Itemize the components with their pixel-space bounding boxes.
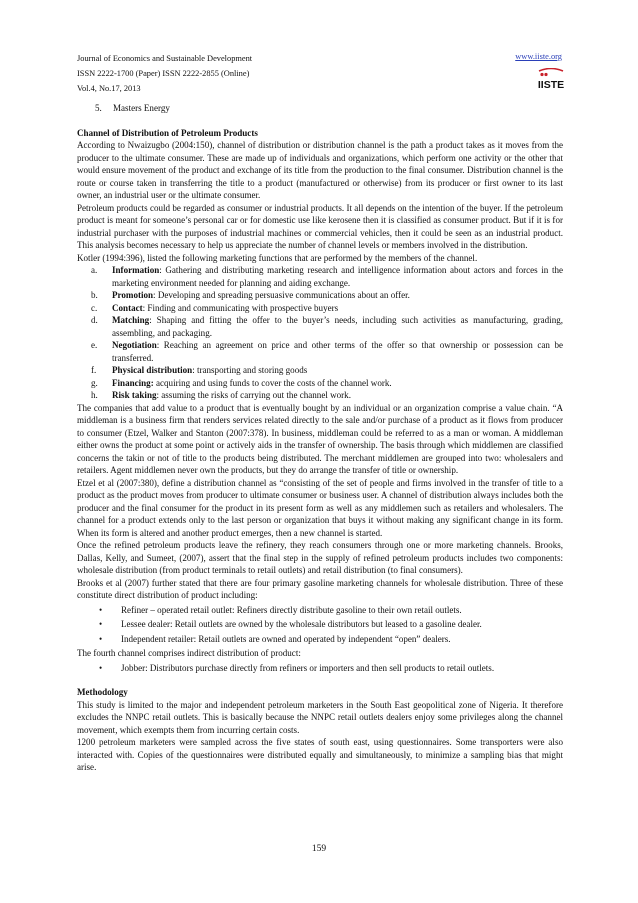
marketing-function-item [77,364,563,377]
section-heading-channel: Channel of Distribution of Petroleum Products [77,127,258,138]
page-number: 159 [311,844,327,854]
iiste-logo-icon [537,68,565,92]
function-term: Information [112,265,160,275]
function-description: : Reaching an agreement on price and other terms of the offer so that ownership or possession can be transferred. [112,340,563,363]
volume-line: Vol.4, No.17, 2013 [77,83,141,93]
logo-text: IISTE [537,79,565,91]
paragraph: The fourth channel comprises indirect distribution of product: [77,648,301,658]
paragraph: Etzel et al (2007:380), define a distribution channel as “consisting of the set of people and firms involved in the transfer of title to a product as the product moves from producer to ultimate consumer or business user. A channel of distribution always includes both the producer and the final consumer for the product in its present form as well as any middlemen such as retailers and wholesalers. The channel for a product extends only to the last person or organization that buys it without making any significant change in its form. When its form is altered and another product emerges, then a new channel is started. [77,477,563,538]
direct-channels-list [77,604,563,646]
article-body [77,102,563,774]
channel-bullet-item [77,633,563,646]
function-description: : transporting and storing goods [192,365,308,375]
marketing-functions-list [77,264,563,402]
marketing-function-item [77,314,563,339]
function-term: Promotion [112,290,154,300]
numbered-list-item [77,102,563,115]
paragraph: Brooks et al (2007) further stated that there are four primary gasoline marketing channels for wholesale distribution. Three of these constitute direct distribution of product including: [77,577,563,600]
bullet-text: Jobber: Distributors purchase directly from refiners or importers and then sell products to retail outlets. [121,662,495,673]
bullet-icon: • [99,662,103,673]
marketing-function-item [77,389,563,402]
paragraph: Kotler (1994:396), listed the following marketing functions that are performed by the members of the channel. [77,252,478,263]
function-term: Financing: [112,377,154,388]
section-heading-methodology: Methodology [77,687,128,697]
list-letter: b. [91,290,98,300]
paragraph: Petroleum products could be regarded as consumer or industrial products. It all depends on the intention of the buyer. If the petroleum product is meant for someone’s personal car or for domestic use like kerosene then it is classified as consumer product. But if it is for industrial purchaser with the purposes of industrial machines or commercial vehicles, then it could be seen as an industrial product. This analysis becomes necessary to help us appreciate the number of channel levels or members involved in the distribution. [77,202,563,250]
function-description: : assuming the risks of carrying out the channel work. [156,390,351,400]
paragraph: Once the refined petroleum products leave the refinery, they reach consumers through one or more marketing channels. Brooks, Dallas, Kelly, and Sumeet, (2007), assert that the final step in the supply of refined petroleum products includes two components: wholesale distribution (from product terminals to retail outlets) and retail distribution (to final consumers). [77,540,563,575]
list-letter: c. [91,302,98,313]
channel-bullet-item [77,618,563,631]
list-letter: a. [91,265,98,275]
list-text: Masters Energy [113,103,170,113]
function-term: Risk taking [112,390,157,400]
indirect-channels-list [77,662,563,675]
list-letter: d. [91,315,98,325]
paragraph: 1200 petroleum marketers were sampled across the five states of south east, using questionnaires. Some transporters were also interacted with. Copies of the questionnaires were distributed equally and simultaneously, to minimize a sampling bias that might arise. [77,737,563,772]
bullet-text: Independent retailer: Retail outlets are owned and operated by independent “open” dealers. [121,633,451,644]
paragraph: This study is limited to the major and independent petroleum marketers in the South East geopolitical zone of Nigeria. It therefore excludes the NNPC retail outlets. This is basically because the NNPC retail outlets dealers enjoy some privileges along the channel movement, which exempts them from incurring certain costs. [77,699,563,735]
bullet-icon: • [99,619,103,629]
function-term: Matching [112,315,150,325]
marketing-function-item [77,289,563,302]
marketing-function-item [77,264,563,289]
bullet-icon: • [99,604,103,615]
function-description: : Finding and communicating with prospective buyers [142,302,339,313]
paragraph: According to Nwaizugbo (2004:150), channel of distribution or distribution channel is the path a product takes as it moves from the producer to the ultimate consumer. These are made up of individuals and organizations, which perform one activity or the other that would ensure movement of the product and exchange of its title from the production to the final consumer. Distribution channel is the route or course taken in transferring the title to a product (manufactured or otherwise) from its producer or first owner to its last owner, an industrial user or the ultimate consumer. [77,140,563,200]
journal-url-link[interactable]: www.iiste.org [515,52,562,61]
paragraph: The companies that add value to a product that is eventually bought by an individual or an organization comprise a value chain. “A middleman is a business firm that renders services related directly to the sale and/or purchase of a product as it flows from producer to consumer (Etzel, Walker and Stanton (2007:378). In business, middleman could be referred to as a man or woman. A middleman either owns the product at some point or actively aids in the transfer of ownership. The basis through which middlemen are classified concerns the takin or not of title to the products being distributed. The merchant middlemen are grouped into two: wholesalers and retailers. Agent middlemen never own the products, but they do arrange the transfer of title or ownership. [77,402,563,475]
marketing-function-item [77,339,563,364]
list-letter: h. [91,390,98,400]
marketing-function-item [77,302,563,315]
function-description: : Developing and spreading persuasive communications about an offer. [153,290,410,300]
function-term: Contact [112,302,143,313]
function-term: Physical distribution [112,365,193,375]
list-letter: f. [91,365,97,375]
bullet-text: Refiner – operated retail outlet: Refiners directly distribute gasoline to their own retail outlets. [121,604,462,615]
journal-title: Journal of Economics and Sustainable Development [77,54,253,63]
function-term: Negotiation [112,340,157,350]
marketing-function-item [77,377,563,390]
channel-bullet-item [77,662,563,675]
function-description: acquiring and using funds to cover the costs of the channel work. [153,377,392,388]
function-description: : Shaping and fitting the offer to the buyer’s needs, including such activities as manufacturing, grading, assembling, and packaging. [112,315,563,338]
channel-bullet-item [77,604,563,617]
bullet-icon: • [99,633,103,644]
bullet-text: Lessee dealer: Retail outlets are owned by the wholesale distributors but leased to a gasoline dealer. [121,619,482,629]
function-description: : Gathering and distributing marketing research and intelligence information about actors and forces in the marketing environment needed for planning and aiding exchange. [112,265,563,288]
list-letter: g. [91,377,98,388]
issn-line: ISSN 2222-1700 (Paper) ISSN 2222-2855 (Online) [77,68,250,78]
list-number: 5. [95,103,102,113]
list-letter: e. [91,340,98,350]
